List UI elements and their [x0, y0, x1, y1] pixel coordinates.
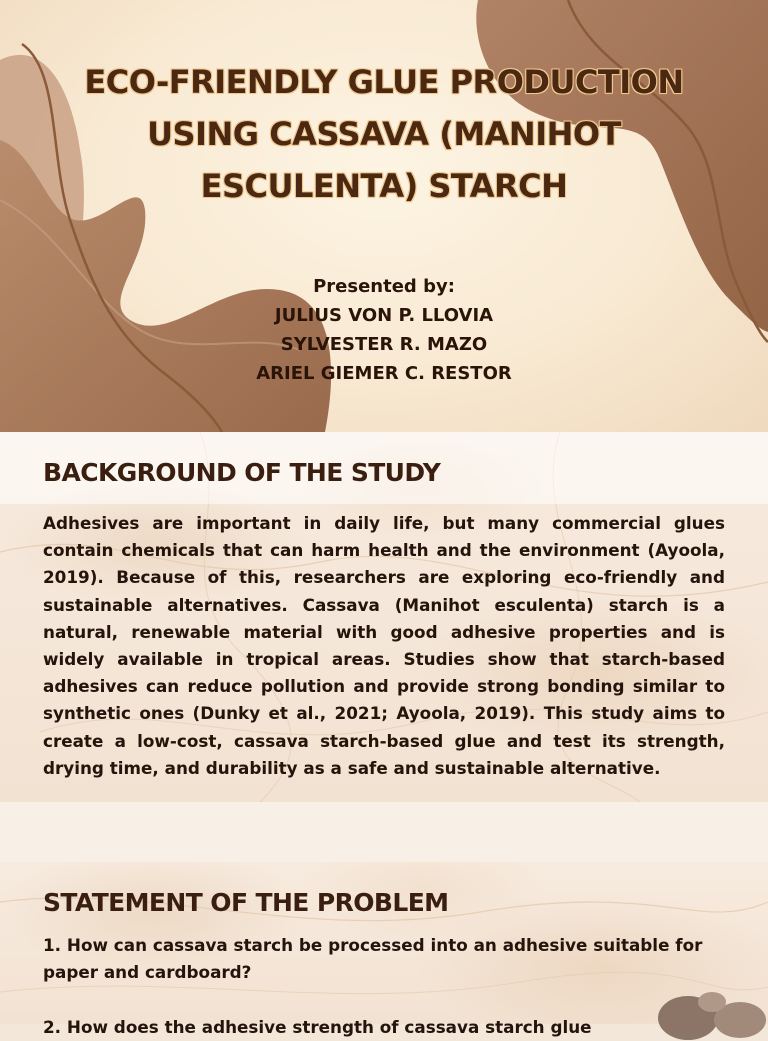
problem-slide: [0, 862, 768, 1037]
title-line-2: USING CASSAVA (MANIHOT: [147, 115, 621, 153]
title-slide: [0, 0, 768, 432]
presenters-block: [0, 272, 768, 388]
presenter-1: JULIUS VON P. LLOVIA: [274, 305, 494, 326]
problem-item-1: 1. How can cassava starch be processed into an adhesive suitable for paper and cardboard?: [43, 935, 703, 983]
problem-item-2: 2. How does the adhesive strength of cassava starch glue: [43, 1017, 592, 1037]
background-paragraph: Adhesives are important in daily life, but many commercial glues contain chemicals that can harm health and the environment (Ayoola, 2019). Because of this, researchers are exploring eco-friendly and sustainable alternatives. Cassava (Manihot esculenta) starch is a natural, renewable material with good adhesive properties and is widely available in tropical areas. Studies show that starch-based adhesives can reduce pollution and provide strong bonding similar to synthetic ones (Dunky et al., 2021; Ayoola, 2019). This study aims to create a low-cost, cassava starch-based glue and test its strength, drying time, and durability as a safe and sustainable alternative.: [43, 513, 725, 778]
presentation-title: [40, 56, 728, 212]
presented-by-label: Presented by:: [313, 276, 455, 297]
presenter-2: SYLVESTER R. MAZO: [280, 334, 488, 355]
presenter-3: ARIEL GIEMER C. RESTOR: [256, 363, 512, 384]
background-heading: BACKGROUND OF THE STUDY: [43, 458, 441, 487]
problem-heading: STATEMENT OF THE PROBLEM: [43, 888, 449, 917]
background-slide: [0, 432, 768, 802]
title-line-1: ECO-FRIENDLY GLUE PRODUCTION: [84, 63, 684, 101]
stone-decoration: [650, 990, 768, 1024]
slide-gap: [0, 802, 768, 862]
title-line-3: ESCULENTA) STARCH: [200, 167, 568, 205]
